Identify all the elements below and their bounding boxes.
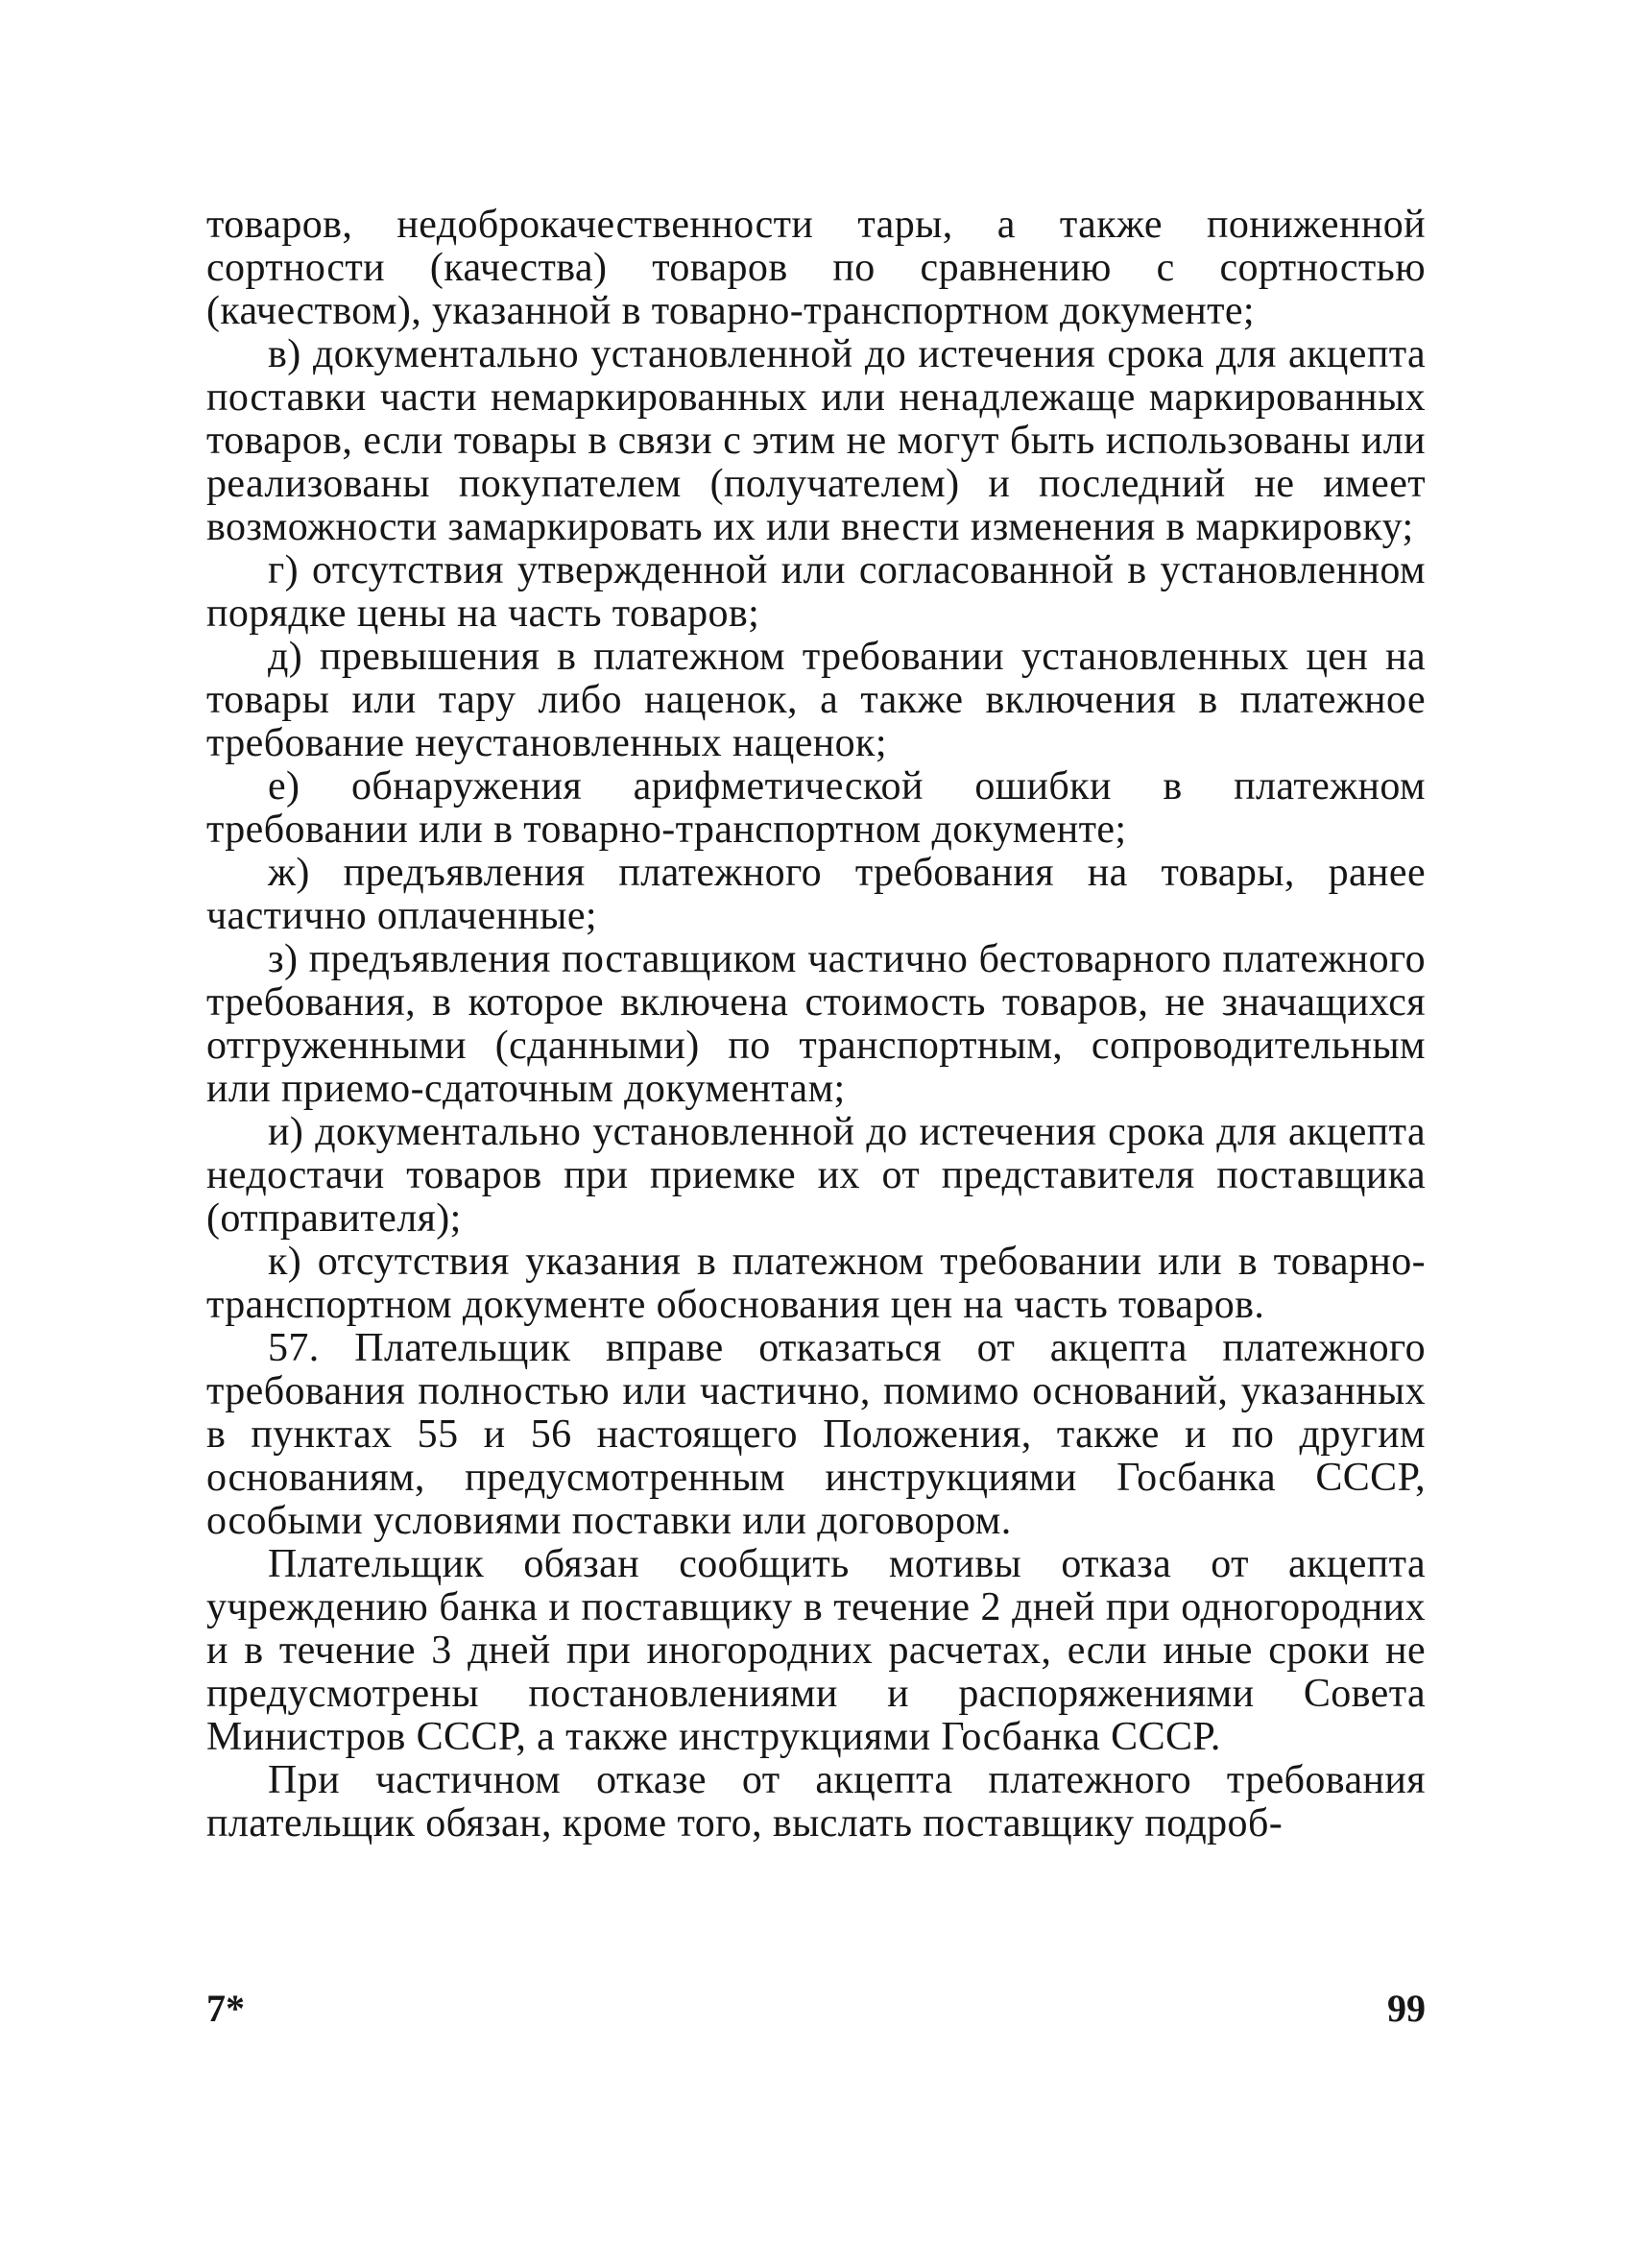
paragraph-item-i: и) документально установленной до истечения срока для акцепта недостачи товаров при приемке их от представителя поставщика (отправителя); xyxy=(206,1110,1426,1241)
paragraph-item-zh: ж) предъявления платежного требования на товары, ранее частично оплаченные; xyxy=(206,851,1426,938)
page-text xyxy=(206,204,1426,1846)
paragraph-item-z: з) предъявления поставщиком частично бестоварного платежного требования, в которое включена стоимость товаров, не значащихся отгруженными (сданными) по транспортным, сопроводительным или приемо-сдаточным документам; xyxy=(206,937,1426,1111)
paragraph-item-d: д) превышения в платежном требовании установленных цен на товары или тару либо наценок, а также включения в платежное требование неустановленных наценок; xyxy=(206,635,1426,765)
printer-signature: 7* xyxy=(206,1987,245,2030)
paragraph-item-k: к) отсутствия указания в платежном требовании или в товарно-транспортном документе обоснования цен на часть товаров. xyxy=(206,1240,1426,1327)
paragraph-item-g: г) отсутствия утвержденной или согласованной в установленном порядке цены на часть товаров; xyxy=(206,548,1426,636)
page-number: 99 xyxy=(1387,1987,1426,2030)
paragraph-partial-refusal: При частичном отказе от акцепта платежного требования плательщик обязан, кроме того, выслать поставщику подроб- xyxy=(206,1758,1426,1846)
paragraph-item-v: в) документально установленной до истечения срока для акцепта поставки части немаркированных или ненадлежаще маркированных товаров, если товары в связи с этим не могут быть использованы или реализованы покупателем (получателем) и последний не имеет возможности замаркировать их или внести изменения в маркировку; xyxy=(206,332,1426,549)
paragraph-continuation: товаров, недоброкачественности тары, а также пониженной сортности (качества) товаров по сравнению с сортностью (качеством), указанной в товарно-транспортном документе; xyxy=(206,203,1426,333)
page-footer xyxy=(206,1986,1426,2034)
paragraph-obligation: Плательщик обязан сообщить мотивы отказа от акцепта учреждению банка и поставщику в течение 2 дней при одногородних и в течение 3 дней при иногородних расчетах, если иные сроки не предусмотрены постановлениями и распоряжениями Совета Министров СССР, а также инструкциями Госбанка СССР. xyxy=(206,1542,1426,1759)
paragraph-item-e: е) обнаружения арифметической ошибки в платежном требовании или в товарно-транспортном документе; xyxy=(206,764,1426,852)
paragraph-section-57: 57. Плательщик вправе отказаться от акцепта платежного требования полностью или частично, помимо оснований, указанных в пунктах 55 и 56 настоящего Положения, также и по другим основаниям, предусмотренным инструкциями Госбанка СССР, особыми условиями поставки или договором. xyxy=(206,1326,1426,1543)
